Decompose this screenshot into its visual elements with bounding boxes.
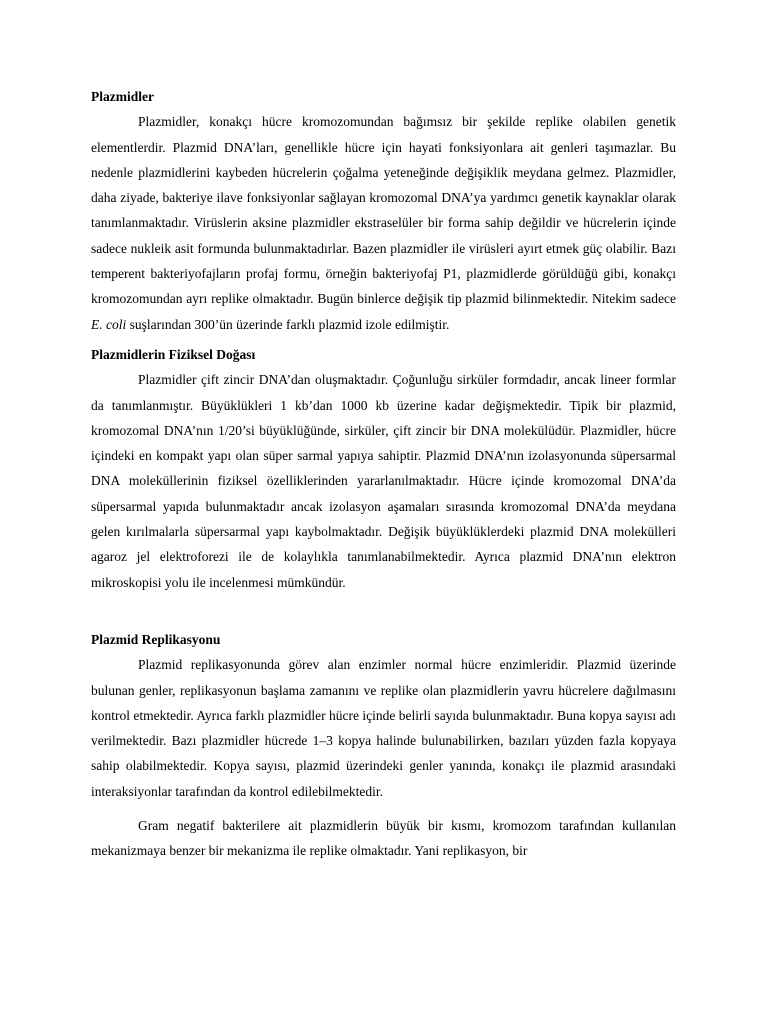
- paragraph-replikasyonu-1: Plazmid replikasyonunda görev alan enzimler normal hücre enzimleridir. Plazmid üzerinde bulunan genler, replikasyonun başlama zamanını ve replike olan plazmidlerin yavru hücrelere dağılmasını kontrol etmektedir. Ayrıca farklı plazmidler hücre içinde belirli sayıda bulunmaktadır. Buna kopya sayısı adı verilmektedir. Bazı plazmidler hücrede 1–3 kopya halinde bulunabilirken, bazıları yüzden fazla kopyaya sahip olabilmektedir. Kopya sayısı, plazmid üzerindeki genler yanında, konakçı ile plazmid arasındaki interaksiyonlar tarafından da kontrol edilebilmektedir.: [91, 657, 676, 799]
- section-heading-fiziksel-dogasi: Plazmidlerin Fiziksel Doğası: [91, 346, 256, 362]
- paragraph-text: Plazmidler, konakçı hücre kromozomundan bağımsız bir şekilde replike olabilen genetik elementlerdir. Plazmid DNA’ları, genellikle hücre için hayati fonksiyonlara ait genleri taşımazlar. Bu nedenle plazmidlerini kaybeden hücrelerin çoğalma yeteneğinde değişiklik meydana gelmez. Plazmidler, daha ziyade, bakteriye ilave fonksiyonlar sağlayan kromozomal DNA’ya yardımcı genetik kaynaklar olarak tanımlanmaktadır. Virüslerin aksine plazmidler ekstraselüler bir forma sahip değildir ve hücrelerin içinde sadece nukleik asit formunda bulunmaktadırlar. Bazen plazmidler ile virüsleri ayırt etmek güç olabilir. Bazı temperent bakteriyofajların profaj formu, örneğin bakteriyofaj P1, plazmidlerde görüldüğü gibi, konakçı kromozomundan ayrı replike olmaktadır. Bugün binlerce değişik tip plazmid bilinmektedir. Nitekim sadece: [91, 114, 676, 307]
- document-page: [91, 84, 676, 864]
- species-name-italic: E. coli: [91, 316, 127, 332]
- section-heading-replikasyonu: Plazmid Replikasyonu: [91, 631, 221, 647]
- paragraph-text: suşlarından 300’ün üzerinde farklı plazmid izole edilmiştir.: [126, 316, 450, 332]
- section-heading-plazmidler: Plazmidler: [91, 89, 154, 104]
- paragraph-replikasyonu-2: Gram negatif bakterilere ait plazmidlerin büyük bir kısmı, kromozom tarafından kullanılan mekanizmaya benzer bir mekanizma ile replike olmaktadır. Yani replikasyon, bir: [91, 818, 676, 859]
- paragraph-plazmidler-intro: [91, 109, 676, 337]
- paragraph-fiziksel-dogasi: Plazmidler çift zincir DNA’dan oluşmaktadır. Çoğunluğu sirküler formdadır, ancak lineer formlar da tanımlanmıştır. Büyüklükleri 1 kb’dan 1000 kb üzerine kadar değişmektedir. Tipik bir plazmid, kromozomal DNA’nın 1/20’si büyüklüğünde, sirküler, çift zincir bir DNA molekülüdür. Plazmidler, hücre içindeki en kompakt yapı olan süper sarmal yapıya sahiptir. Plazmid DNA’nın izolasyonunda süpersarmal DNA moleküllerinin fiziksel özelliklerinden yararlanılmaktadır. Hücre içinde kromozomal DNA’da süpersarmal yapıda bulunmaktadır ancak izolasyon aşamaları sırasında kromozomal DNA’da meydana gelen kırılmalarla süpersarmal yapı kaybolmaktadır. Değişik büyüklüklerdeki plazmid DNA molekülleri agaroz jel elektroforezi ile de kolaylıkla tanımlanabilmektedir. Ayrıca plazmid DNA’nın elektron mikroskopisi yolu ile incelenmesi mümkündür.: [91, 372, 676, 590]
